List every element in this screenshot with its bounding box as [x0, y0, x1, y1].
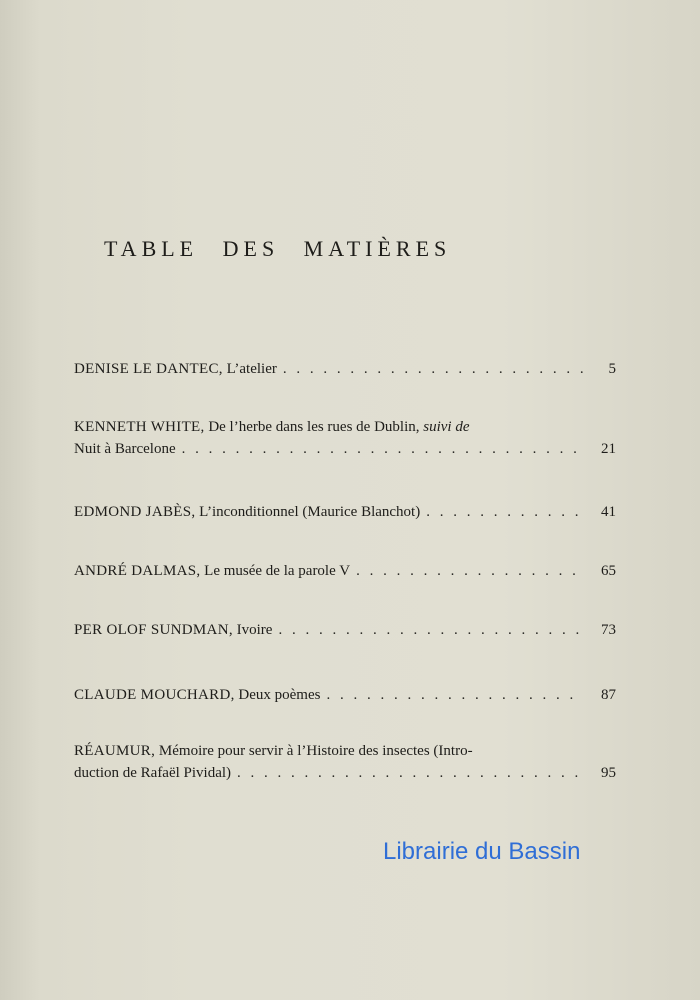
entry-author: PER OLOF SUNDMAN, — [74, 622, 233, 638]
leader-dots — [356, 560, 584, 582]
leader-dots — [278, 619, 584, 641]
entry-page-number: 41 — [601, 504, 616, 520]
toc-entry-dalmas — [74, 560, 616, 582]
entry-title: De l’herbe dans les rues de Dublin, — [208, 419, 420, 435]
entry-title: L’inconditionnel (Maurice Blanchot) — [199, 504, 421, 520]
toc-entry-le-dantec — [74, 358, 616, 380]
entry-author: KENNETH WHITE, — [74, 419, 205, 435]
entry-page-number: 73 — [601, 622, 616, 638]
leader-dots — [426, 501, 584, 523]
entry-page-number: 21 — [601, 441, 616, 457]
entry-author: RÉAUMUR, — [74, 743, 156, 759]
entry-author: CLAUDE MOUCHARD, — [74, 687, 235, 703]
leader-dots — [326, 684, 584, 706]
entry-page-number: 95 — [601, 765, 616, 781]
entry-page-number: 65 — [601, 563, 616, 579]
entry-italic-note: suivi de — [423, 419, 470, 435]
bookseller-watermark: Librairie du Bassin — [383, 838, 581, 865]
entry-title: Ivoire — [236, 622, 273, 638]
entry-author: DENISE LE DANTEC, — [74, 361, 223, 377]
entry-title: Mémoire pour servir à l’Histoire des insectes (Intro- — [158, 743, 473, 759]
entry-title: Le musée de la parole V — [204, 563, 351, 579]
entry-title: Deux poèmes — [238, 687, 321, 703]
toc-entry-sundman — [74, 619, 616, 641]
leader-dots — [237, 762, 584, 784]
entry-author: ANDRÉ DALMAS, — [74, 563, 201, 579]
entry-title-continuation: Nuit à Barcelone — [74, 441, 176, 457]
leader-dots — [283, 358, 584, 380]
toc-entry-reaumur — [74, 740, 616, 784]
leader-dots — [182, 438, 584, 460]
entry-title: L’atelier — [226, 361, 277, 377]
toc-entry-jabes — [74, 501, 616, 523]
page-title: TABLE DES MATIÈRES — [104, 236, 452, 261]
toc-entry-mouchard — [74, 684, 616, 706]
entry-title-continuation: duction de Rafaël Pividal) — [74, 765, 232, 781]
toc-entry-white — [74, 416, 616, 460]
entry-page-number: 87 — [601, 687, 616, 703]
entry-author: EDMOND JABÈS, — [74, 504, 196, 520]
entry-page-number: 5 — [608, 361, 616, 377]
